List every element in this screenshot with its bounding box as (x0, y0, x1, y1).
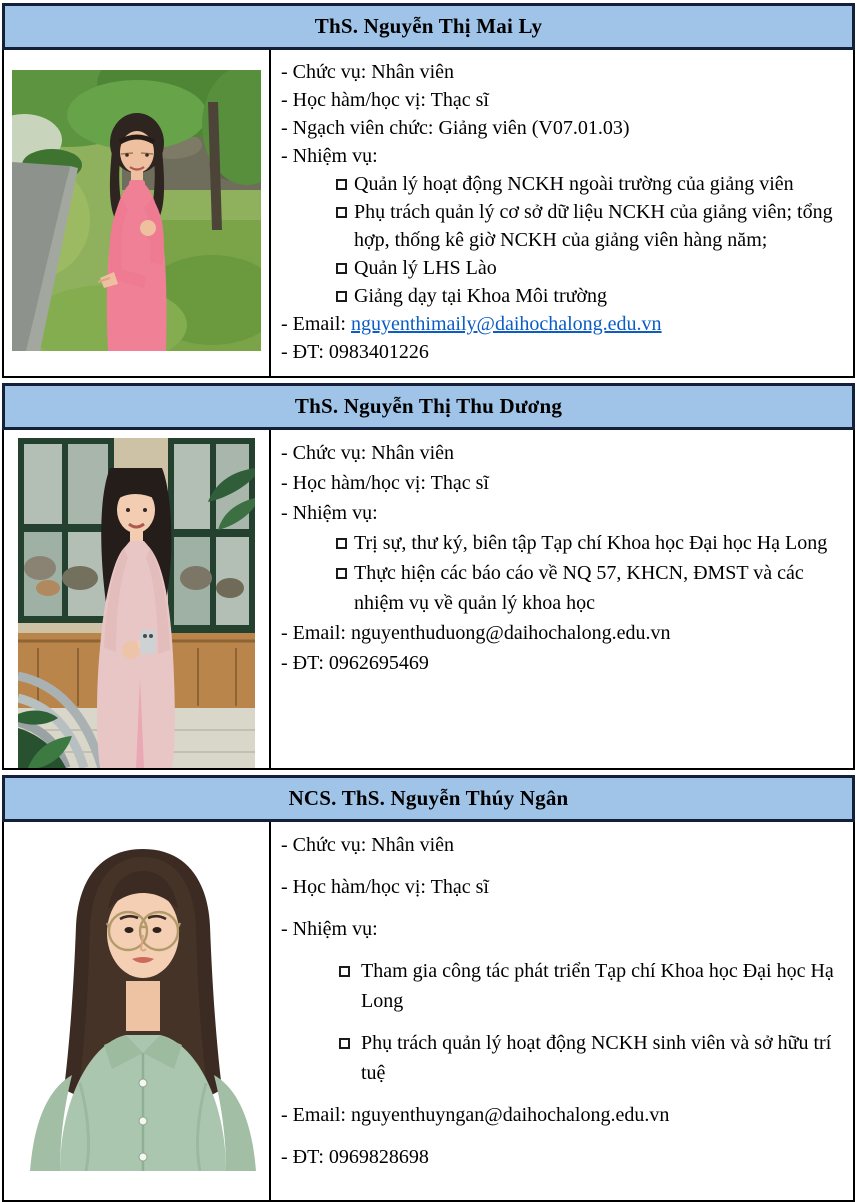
duty-text: Thực hiện các báo cáo về NQ 57, KHCN, ĐMST và các nhiệm vụ về quản lý khoa học (354, 562, 804, 614)
square-bullet-icon (336, 179, 347, 190)
info-line: - Học hàm/học vị: Thạc sĩ (281, 876, 489, 898)
staff-photo-indoor (18, 438, 269, 768)
profile-body (2, 430, 855, 770)
square-bullet-icon (336, 568, 347, 579)
duty-bullet-item (281, 956, 839, 1016)
info-lines (281, 438, 839, 678)
duty-text: Giảng dạy tại Khoa Môi trường (354, 285, 608, 307)
info-cell (271, 430, 853, 768)
indoor-portrait-illustration (18, 438, 255, 768)
square-bullet-icon (336, 538, 347, 549)
info-line: - Nhiệm vụ: (281, 145, 378, 167)
square-bullet-icon (339, 1038, 350, 1049)
info-line: - Học hàm/học vị: Thạc sĩ (281, 472, 489, 494)
profile-body (2, 50, 855, 378)
info-line: - Nhiệm vụ: (281, 918, 378, 940)
duty-bullet-item (281, 528, 839, 558)
duty-text: Phụ trách quản lý cơ sở dữ liệu NCKH của giảng viên; tổng hợp, thống kê giờ NCKH của giảng viên hàng năm; (354, 201, 833, 251)
duty-text: Trị sự, thư ký, biên tập Tạp chí Khoa học Đại học Hạ Long (354, 532, 828, 554)
duty-text: Quản lý LHS Lào (354, 257, 497, 279)
info-line: - Chức vụ: Nhân viên (281, 61, 455, 83)
info-lines (281, 58, 839, 366)
duty-bullet-item (281, 198, 839, 254)
info-line: - Email: nguyenthuduong@daihochalong.edu.vn (281, 622, 671, 644)
square-bullet-icon (339, 966, 350, 977)
info-line: - Ngạch viên chức: Giảng viên (V07.01.03) (281, 117, 630, 139)
info-lines (281, 830, 839, 1172)
square-bullet-icon (336, 291, 347, 302)
id-portrait-illustration (20, 831, 266, 1171)
profile-card-thuy-ngan (2, 775, 855, 1202)
duty-bullet-item (281, 558, 839, 618)
photo-cell (4, 50, 271, 376)
info-line: - Chức vụ: Nhân viên (281, 442, 455, 464)
outdoor-portrait-illustration (12, 70, 261, 351)
info-cell (271, 822, 853, 1200)
square-bullet-icon (336, 207, 347, 218)
profile-name-header: ThS. Nguyễn Thị Thu Dương (2, 383, 855, 430)
staff-photo-id (20, 831, 269, 1171)
duty-text: Quản lý hoạt động NCKH ngoài trường của giảng viên (354, 173, 794, 195)
duty-bullet-item (281, 282, 839, 310)
photo-cell (4, 822, 271, 1200)
square-bullet-icon (336, 263, 347, 274)
duty-bullet-item (281, 1028, 839, 1088)
profile-card-thu-duong (2, 383, 855, 770)
email-link[interactable]: nguyenthimaily@daihochalong.edu.vn (350, 313, 662, 335)
duty-bullet-item (281, 170, 839, 198)
profile-name-header: ThS. Nguyễn Thị Mai Ly (2, 3, 855, 50)
info-line: - Nhiệm vụ: (281, 502, 378, 524)
info-line: - Email: nguyenthuyngan@daihochalong.edu.vn (281, 1104, 670, 1126)
duty-text: Phụ trách quản lý hoạt động NCKH sinh viên và sở hữu trí tuệ (361, 1032, 832, 1084)
profile-body (2, 822, 855, 1202)
profile-card-mai-ly (2, 3, 855, 378)
info-line: - ĐT: 0962695469 (281, 652, 429, 674)
info-line: - ĐT: 0983401226 (281, 341, 429, 363)
staff-photo-outdoor (12, 70, 269, 351)
photo-cell (4, 430, 271, 768)
info-line: - Học hàm/học vị: Thạc sĩ (281, 89, 489, 111)
info-cell (271, 50, 853, 376)
info-line: - Chức vụ: Nhân viên (281, 834, 455, 856)
info-line: - ĐT: 0969828698 (281, 1146, 429, 1168)
profile-name-header: NCS. ThS. Nguyễn Thúy Ngân (2, 775, 855, 822)
duty-text: Tham gia công tác phát triển Tạp chí Khoa học Đại học Hạ Long (361, 960, 834, 1012)
email-line (281, 310, 839, 338)
email-label: - Email: (281, 313, 351, 335)
duty-bullet-item (281, 254, 839, 282)
